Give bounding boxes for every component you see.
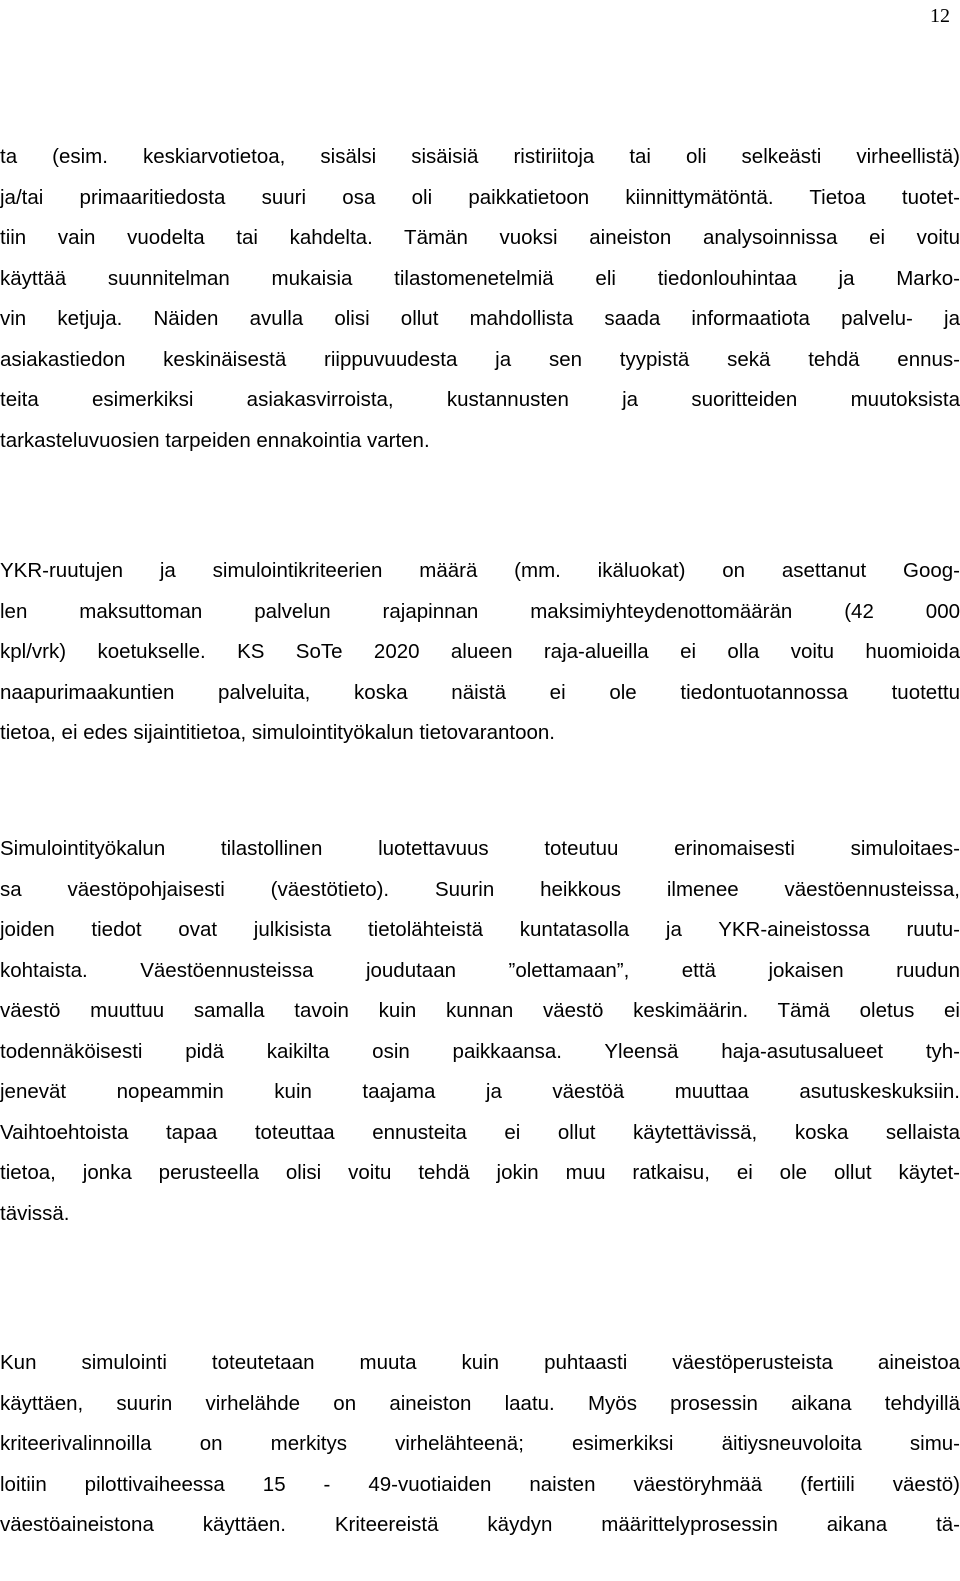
- text-line: asiakastiedon keskinäisestä riippuvuudesta ja sen tyypistä sekä tehdä ennus-: [0, 347, 960, 371]
- text-line: tävissä.: [0, 1201, 70, 1225]
- text-line: väestö muuttuu samalla tavoin kuin kunnan väestö keskimäärin. Tämä oletus ei: [0, 999, 960, 1022]
- text-line: todennäköisesti pidä kaikilta osin paikkaansa. Yleensä haja-asutusalueet tyh-: [0, 1039, 960, 1063]
- text-line: Vaihtoehtoista tapaa toteuttaa ennusteita ei ollut käytettävissä, koska sellaista: [0, 1120, 960, 1144]
- text-line: ja/tai primaaritiedosta suuri osa oli paikkatietoon kiinnittymätöntä. Tietoa tuotet-: [0, 185, 960, 209]
- paragraph-statistical-reliability: [0, 829, 960, 1234]
- text-line: loitiin pilottivaiheessa 15 - 49-vuotiaiden naisten väestöryhmää (fertiili väestö): [0, 1472, 960, 1496]
- paragraph-data-quality: [0, 137, 960, 461]
- page-number: 12: [930, 5, 950, 27]
- text-line: käyttää suunnitelman mukaisia tilastomenetelmiä eli tiedonlouhintaa ja Marko-: [0, 266, 960, 290]
- text-line: Kun simulointi toteutetaan muuta kuin puhtaasti väestöperusteista aineistoa: [0, 1351, 960, 1374]
- text-line: kohtaista. Väestöennusteissa joudutaan ”olettamaan”, että jokaisen ruudun: [0, 958, 960, 982]
- text-line: sa väestöpohjaisesti (väestötieto). Suurin heikkous ilmenee väestöennusteissa,: [0, 877, 960, 901]
- text-line: tietoa, ei edes sijaintitietoa, simulointityökalun tietovarantoon.: [0, 721, 555, 744]
- text-line: joiden tiedot ovat julkisista tietolähteistä kuntatasolla ja YKR-aineistossa ruutu-: [0, 918, 960, 941]
- text-line: kpl/vrk) koetukselle. KS SoTe 2020 alueen raja-alueilla ei olla voitu huomioida: [0, 640, 960, 663]
- text-line: vin ketjuja. Näiden avulla olisi ollut mahdollista saada informaatiota palvelu- ja: [0, 307, 960, 330]
- text-line: Simulointityökalun tilastollinen luotettavuus toteutuu erinomaisesti simuloitaes-: [0, 837, 960, 860]
- text-line: teita esimerkiksi asiakasvirroista, kustannusten ja suoritteiden muutoksista: [0, 388, 960, 411]
- paragraph-error-sources: [0, 1343, 960, 1546]
- text-line: tietoa, jonka perusteella olisi voitu tehdä jokin muu ratkaisu, ei ole ollut käytet-: [0, 1161, 960, 1184]
- paragraph-ykr-limits: [0, 551, 960, 754]
- text-line: len maksuttoman palvelun rajapinnan maksimiyhteydenottomäärän (42 000: [0, 599, 960, 623]
- text-line: YKR-ruutujen ja simulointikriteerien määrä (mm. ikäluokat) on asettanut Goog-: [0, 559, 960, 582]
- text-line: väestöaineistona käyttäen. Kriteereistä käydyn määrittelyprosessin aikana tä-: [0, 1513, 960, 1536]
- text-line: kriteerivalinnoilla on merkitys virhelähteenä; esimerkiksi äitiysneuvoloita simu-: [0, 1432, 960, 1455]
- text-line: tiin vain vuodelta tai kahdelta. Tämän vuoksi aineiston analysoinnissa ei voitu: [0, 226, 960, 249]
- text-line: tarkasteluvuosien tarpeiden ennakointia varten.: [0, 428, 430, 452]
- text-line: ta (esim. keskiarvotietoa, sisälsi sisäisiä ristiriitoja tai oli selkeästi virheellistä): [0, 145, 960, 168]
- text-line: naapurimaakuntien palveluita, koska näistä ei ole tiedontuotannossa tuotettu: [0, 680, 960, 704]
- text-line: jenevät nopeammin kuin taajama ja väestöä muuttaa asutuskeskuksiin.: [0, 1080, 960, 1103]
- text-line: käyttäen, suurin virhelähde on aineiston laatu. Myös prosessin aikana tehdyillä: [0, 1391, 960, 1415]
